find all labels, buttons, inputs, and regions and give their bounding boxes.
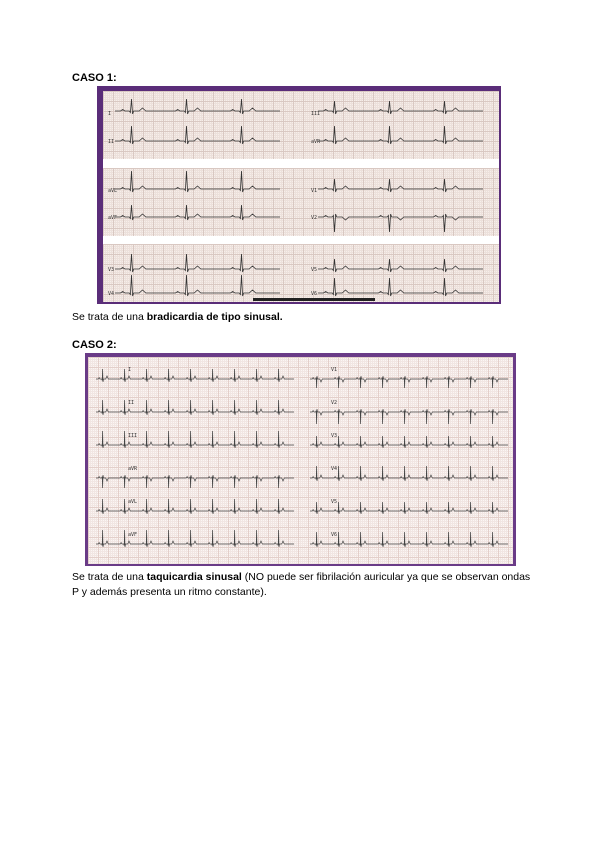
lead-label-V4: V4 [331, 466, 338, 472]
ecg-trace [318, 278, 483, 296]
lead-label-aVL: aVL [128, 499, 138, 505]
ecg-trace [310, 466, 508, 481]
ecg-trace [115, 99, 280, 114]
ecg-trace [310, 436, 508, 448]
ecg-image-tachycardia [85, 353, 516, 566]
ecg-trace [318, 214, 483, 232]
ecg-trace [96, 530, 294, 547]
lead-label-III: III [128, 433, 138, 439]
ecg-trace [96, 369, 294, 382]
ecg1-traces [103, 91, 499, 302]
lead-label-V6: V6 [311, 291, 318, 297]
lead-label-III: III [311, 111, 321, 117]
ecg-trace [96, 499, 294, 514]
ecg-trace [310, 409, 508, 424]
ecg-trace [115, 205, 280, 220]
ecg-trace [115, 171, 280, 192]
case2-desc-suffix: (NO puede ser fibrilación auricular ya que se observan ondas P y además presenta un ritmo constante). [72, 571, 531, 598]
case1-description [72, 310, 532, 325]
lead-label-V3: V3 [108, 267, 115, 273]
ecg-image-bradycardia [97, 86, 501, 304]
ecg-trace [318, 179, 483, 192]
lead-label-aVL: aVL [108, 188, 118, 194]
lead-label-aVR: aVR [311, 139, 321, 145]
lead-label-II: II [128, 400, 135, 406]
ecg-trace [310, 502, 508, 514]
ecg-trace [115, 254, 280, 272]
ecg-trace [96, 400, 294, 415]
lead-label-V2: V2 [331, 400, 338, 406]
ecg-trace [318, 259, 483, 272]
case2-desc-bold: taquicardia sinusal [146, 571, 242, 583]
lead-label-V2: V2 [311, 215, 318, 221]
case1-desc-prefix: Se trata de una [72, 311, 147, 323]
lead-label-V1: V1 [331, 367, 338, 373]
case2-title: CASO 2: [72, 339, 117, 351]
ecg-trace [318, 101, 483, 114]
lead-label-aVR: aVR [128, 466, 138, 472]
ecg2-traces [88, 357, 513, 564]
case1-desc-bold: bradicardia de tipo sinusal. [146, 311, 283, 323]
ecg-trace [115, 275, 280, 296]
lead-label-V5: V5 [331, 499, 338, 505]
case2-desc-prefix: Se trata de una [72, 571, 147, 583]
ecg-trace [310, 532, 508, 547]
lead-label-V6: V6 [331, 532, 338, 538]
lead-label-V3: V3 [331, 433, 338, 439]
lead-label-aVF: aVF [108, 215, 118, 221]
lead-label-V4: V4 [108, 291, 115, 297]
lead-label-aVF: aVF [128, 532, 138, 538]
lead-label-V5: V5 [311, 267, 318, 273]
lead-label-I: I [108, 111, 112, 117]
case2-description [72, 570, 532, 600]
lead-label-V1: V1 [311, 188, 318, 194]
ecg-trace [310, 376, 508, 388]
lead-label-I: I [128, 367, 132, 373]
scale-bar [253, 298, 375, 301]
lead-label-II: II [108, 139, 115, 145]
ecg-trace [96, 431, 294, 448]
ecg-trace [115, 126, 280, 144]
ecg-trace [96, 475, 294, 488]
ecg-trace [318, 126, 483, 144]
case1-title: CASO 1: [72, 72, 117, 84]
